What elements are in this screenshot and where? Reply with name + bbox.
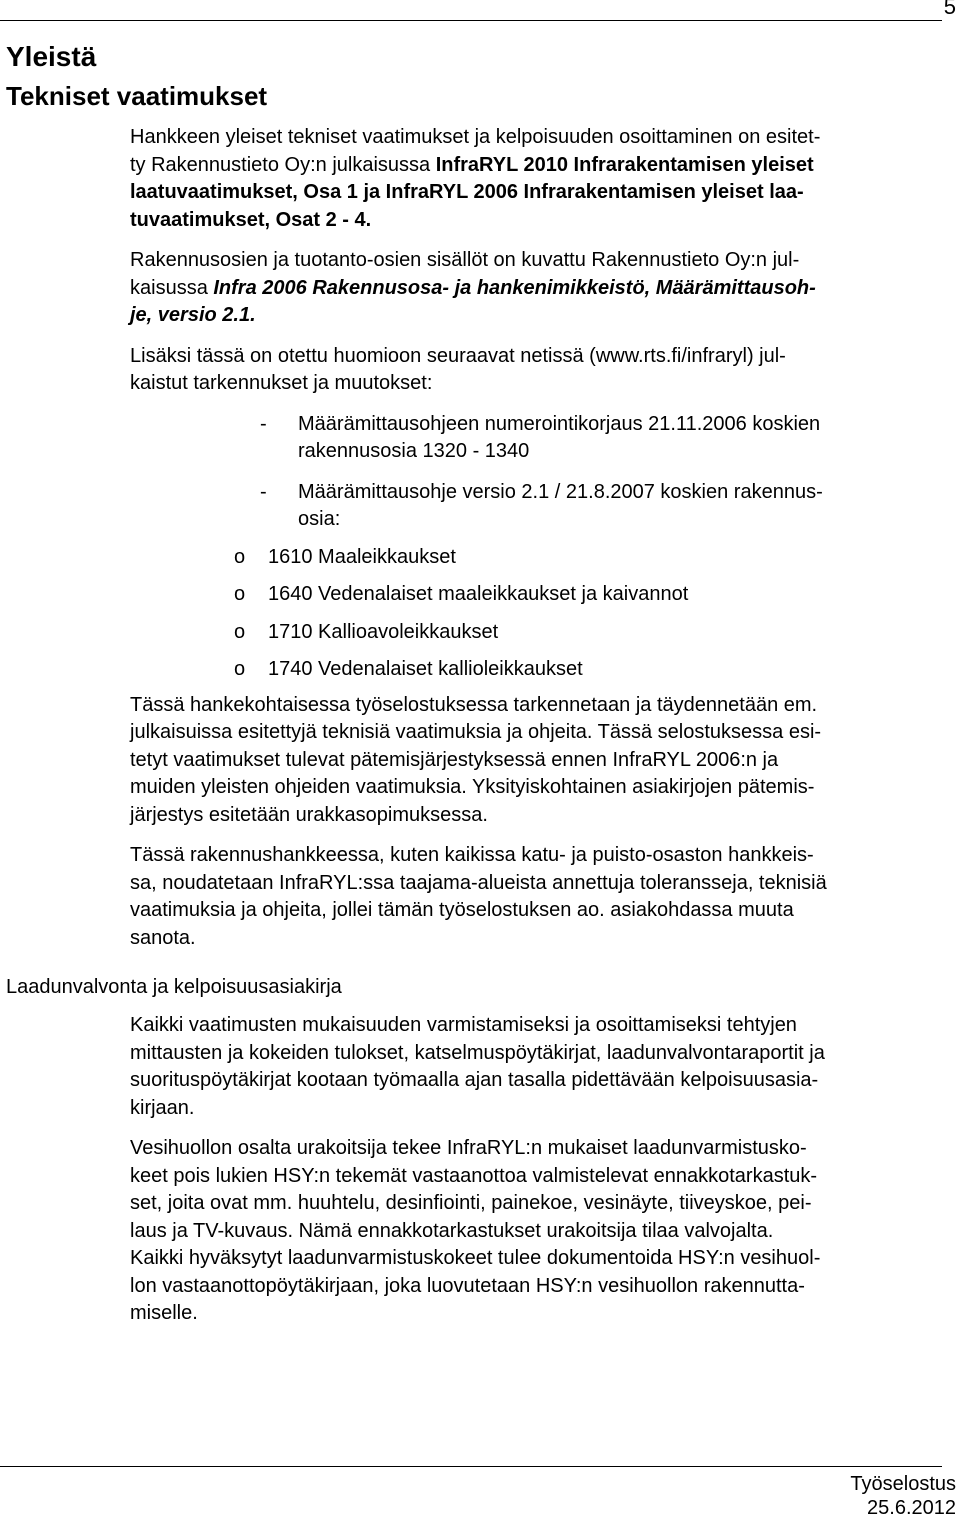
list-item-text: 1640 Vedenalaiset maaleikkaukset ja kaivannot [268, 583, 689, 605]
text-line: keet pois lukien HSY:n tekemät vastaanottoa valmistelevat ennakkotarkastuk- [130, 1164, 818, 1187]
text-line: julkaisuissa esitettyjä teknisiä vaatimuksia ja ohjeita. Tässä selostuksessa esi- [130, 721, 822, 743]
paragraph-contents [130, 247, 960, 330]
text-line: Tässä hankekohtaisessa työselostuksessa tarkennetaan ja täydennetään em. [130, 693, 818, 716]
list-item-text: 1740 Vedenalaiset kallioleikkaukset [268, 658, 583, 680]
text-line: muiden yleisten ohjeiden vaatimuksia. Yksityiskohtainen asiakirjojen pätemis- [130, 776, 815, 798]
paragraph-amendments [130, 343, 960, 398]
paragraph-precedence [130, 692, 960, 830]
text-line: kaisussa [130, 276, 214, 299]
paragraph-water-supply [130, 1135, 960, 1328]
page-number: 5 [943, 0, 956, 19]
bold-text: InfraRYL 2010 Infrarakentamisen yleiset [435, 153, 814, 176]
text-line: Vesihuollon osalta urakoitsija tekee InfraRYL:n mukaiset laadunvarmistusko- [130, 1137, 807, 1159]
text-line: järjestys esitetään urakkasopimuksessa. [130, 803, 488, 826]
text-line: kirjaan. [130, 1096, 195, 1119]
paragraph-publications [130, 124, 960, 234]
text-line: tetyt vaatimukset tulevat pätemisjärjestyksessä ennen InfraRYL 2006:n ja [130, 748, 779, 771]
text-line: Kaikki vaatimusten mukaisuuden varmistamiseksi ja osoittamiseksi tehtyjen [130, 1014, 797, 1036]
text-line: vaatimuksia ja ohjeita, jollei tämän työselostuksen ao. asiakohdassa muuta [130, 899, 794, 921]
section-body [130, 124, 960, 952]
list-item [130, 619, 960, 647]
text-line: Rakennusosien ja tuotanto-osien sisällöt on kuvattu Rakennustieto Oy:n jul- [130, 249, 800, 271]
dash-marker: - [260, 412, 267, 435]
text-line: Määrämittausohjeen numerointikorjaus 21.11.2006 koskien [298, 412, 821, 435]
text-line: lon vastaanottopöytäkirjaan, joka luovutetaan HSY:n vesihuollon rakennutta- [130, 1274, 805, 1297]
text-line: Hankkeen yleiset tekniset vaatimukset ja kelpoisuuden osoittaminen on esitet- [130, 126, 821, 148]
paragraph-records [130, 1012, 960, 1122]
text-line: rakennusosia 1320 - 1340 [298, 440, 530, 462]
text-line: Kaikki hyväksytyt laadunvarmistuskokeet tulee dokumentoida HSY:n vesihuol- [130, 1247, 821, 1269]
dash-list-item [260, 479, 960, 534]
text-line: Tässä rakennushankkeessa, kuten kaikissa katu- ja puisto-osaston hankkeis- [130, 844, 814, 866]
list-item-text: 1710 Kallioavoleikkaukset [268, 620, 499, 643]
list-item-text: 1610 Maaleikkaukset [268, 545, 456, 568]
text-line: set, joita ovat mm. huuhtelu, desinfiointi, painekoe, vesinäyte, tiiveyskoe, pei- [130, 1192, 812, 1214]
bold-italic-text: je, versio 2.1. [130, 304, 256, 326]
text-line: Lisäksi tässä on otettu huomioon seuraavat netissä (www.rts.fi/infraryl) jul- [130, 344, 786, 367]
footer-date: 25.6.2012 [867, 1497, 956, 1519]
bullet-marker: o [234, 583, 246, 605]
paragraph-tolerances [130, 842, 960, 952]
bold-text: tuvaatimukset, Osat 2 - 4. [130, 208, 372, 231]
bullet-marker: o [234, 620, 246, 643]
dash-list-item [260, 411, 960, 466]
page-title: Yleistä [6, 41, 97, 72]
section-body [130, 1012, 960, 1328]
text-line: miselle. [130, 1302, 198, 1324]
text-line: laus ja TV-kuvaus. Nämä ennakkotarkastukset urakoitsija tilaa valvojalta. [130, 1219, 774, 1242]
text-line: sanota. [130, 926, 196, 949]
bullet-marker: o [234, 658, 246, 680]
footer-rule [0, 1466, 942, 1467]
text-line: Määrämittausohje versio 2.1 / 21.8.2007 koskien rakennus- [298, 480, 823, 503]
text-line: kaistut tarkennukset ja muutokset: [130, 372, 433, 394]
text-line: sa, noudatetaan InfraRYL:ssa taajama-alueista annettuja toleransseja, teknisiä [130, 871, 827, 894]
list-item [130, 656, 960, 684]
text-line: osia: [298, 508, 341, 530]
text-line: suorituspöytäkirjat kootaan työmaalla ajan tasalla pidettävään kelpoisuusasia- [130, 1069, 819, 1091]
bold-italic-text: Infra 2006 Rakennusosa- ja hankenimikkeistö, Määrämittausoh- [213, 276, 816, 299]
header-rule [0, 20, 942, 21]
bullet-list [130, 544, 960, 684]
section-title: Tekniset vaatimukset [6, 81, 268, 111]
text-line: ty Rakennustieto Oy:n julkaisussa [130, 153, 436, 176]
section-heading: Laadunvalvonta ja kelpoisuusasiakirja [6, 976, 342, 998]
list-item [130, 581, 960, 609]
bold-text: laatuvaatimukset, Osa 1 ja InfraRYL 2006 Infrarakentamisen yleiset laa- [130, 181, 804, 203]
bullet-marker: o [234, 545, 246, 568]
list-item [130, 544, 960, 572]
dash-marker: - [260, 480, 267, 503]
text-line: mittausten ja kokeiden tulokset, katselmuspöytäkirjat, laadunvalvontaraportit ja [130, 1041, 825, 1064]
footer-document-title: Työselostus [850, 1473, 956, 1495]
